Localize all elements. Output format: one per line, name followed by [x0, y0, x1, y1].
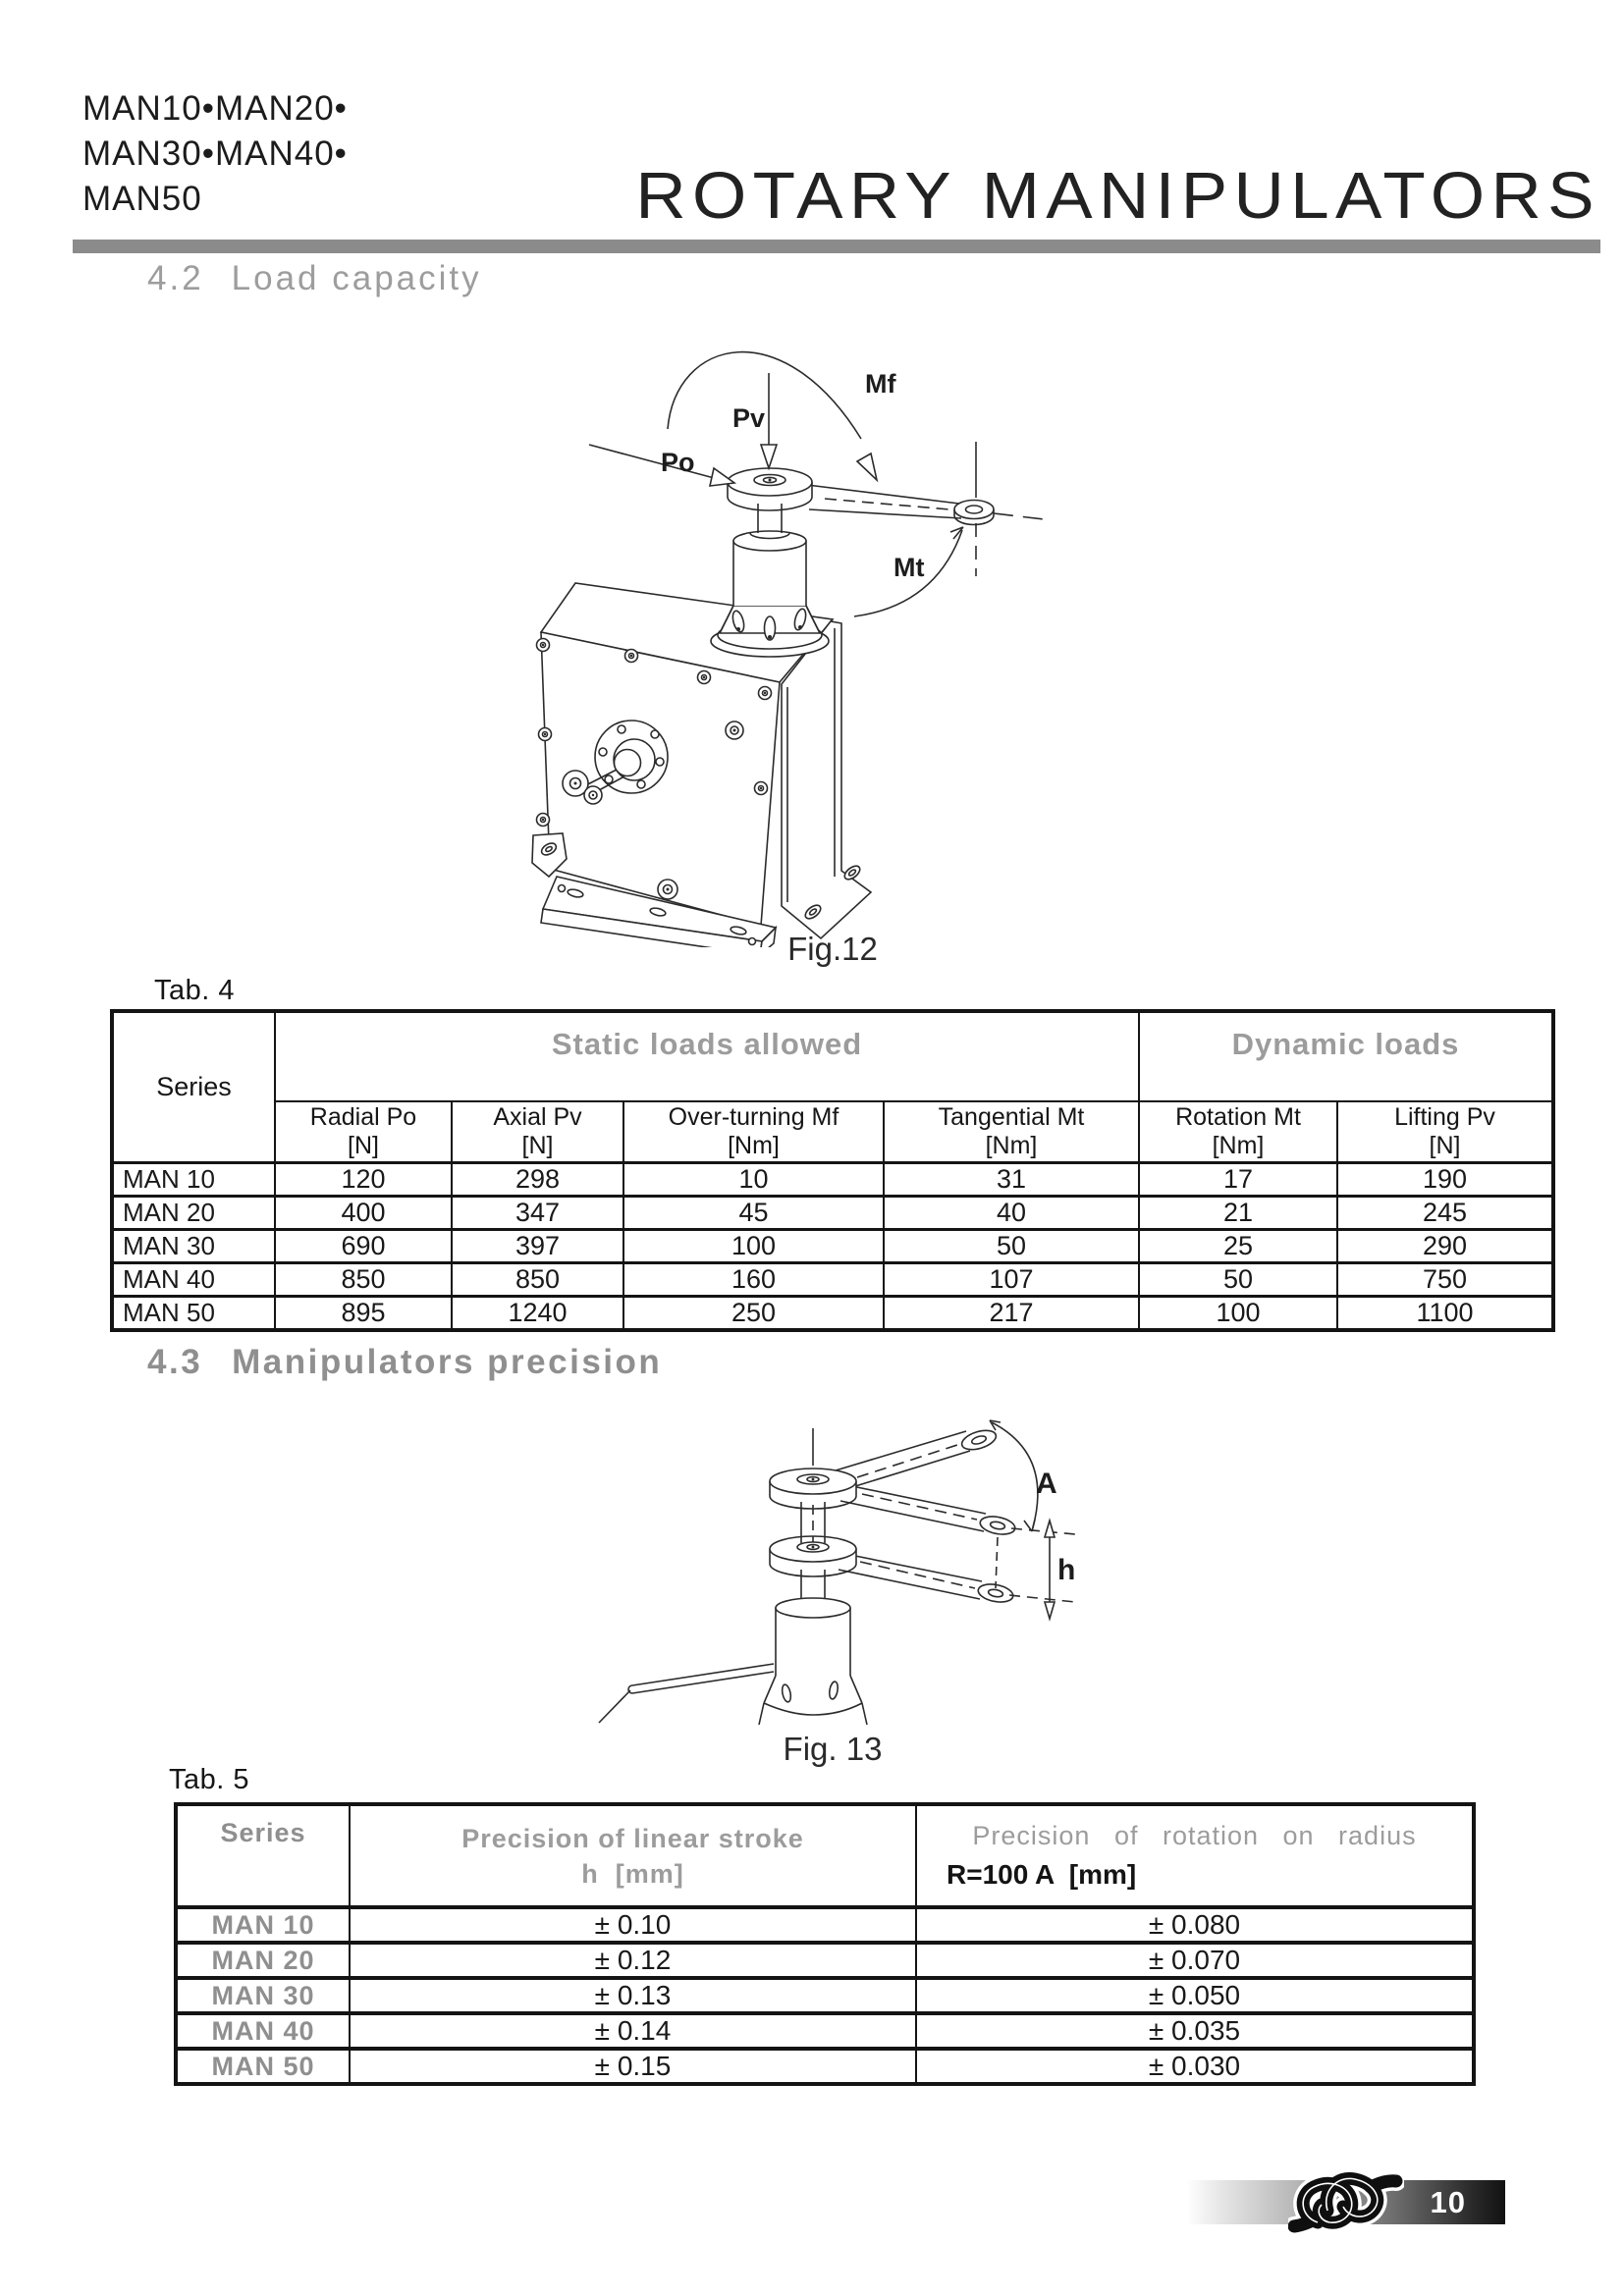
angle-label: A	[1036, 1468, 1057, 1500]
figure-12-load-diagram	[515, 290, 1193, 947]
table-row-man10: MAN 10 ± 0.10 ± 0.080	[176, 1907, 1474, 1943]
rotary-column	[711, 504, 829, 657]
fig13-drawing	[574, 1399, 1095, 1737]
series-header: Series	[176, 1804, 350, 1907]
table-row-man40: MAN 40 850 850 160 107 50 750	[112, 1262, 1553, 1296]
static-loads-group-header: Static loads allowed	[275, 1011, 1139, 1101]
table-row-man30: MAN 30 ± 0.13 ± 0.050	[176, 1978, 1474, 2013]
header-divider-bar	[73, 240, 1600, 253]
table-5-label: Tab. 5	[169, 1764, 249, 1795]
section-number: 4.2	[147, 259, 204, 297]
col-header-radial: Radial Po [N]	[275, 1101, 452, 1162]
col-header-rotation: Rotation Mt [Nm]	[1139, 1101, 1337, 1162]
section-heading-load-capacity	[147, 259, 482, 298]
angle-arc	[992, 1422, 1038, 1527]
po-label: Po	[661, 448, 695, 477]
section-number: 4.3	[147, 1343, 203, 1381]
mt-label: Mt	[893, 553, 925, 582]
table-row	[112, 1101, 1553, 1162]
page-number: 10	[1430, 2185, 1466, 2219]
col-header-tangential: Tangential Mt [Nm]	[884, 1101, 1139, 1162]
table-row-man20: MAN 20 400 347 45 40 21 245	[112, 1196, 1553, 1229]
table-4-label: Tab. 4	[154, 975, 235, 1006]
table-row-man10: MAN 10 120 298 10 31 17 190	[112, 1162, 1553, 1196]
figure-12-caption: Fig.12	[787, 931, 878, 967]
lower-arm	[770, 1536, 1014, 1605]
upper-arms	[770, 1427, 1016, 1543]
mf-label: Mf	[865, 369, 896, 399]
series-header: Series	[112, 1011, 275, 1162]
fig12-drawing	[515, 290, 1193, 947]
arm-assembly	[728, 468, 994, 525]
model-list-line2: MAN30•MAN40•	[82, 134, 348, 173]
load-arrows	[589, 352, 1044, 616]
side-rod	[599, 1664, 774, 1723]
table-row	[112, 1011, 1553, 1101]
figure-13-caption: Fig. 13	[783, 1731, 883, 1767]
col-header-lifting: Lifting Pv [N]	[1337, 1101, 1553, 1162]
po-arrow-line	[589, 445, 718, 479]
height-label: h	[1057, 1554, 1076, 1586]
table-row-man50: MAN 50 895 1240 250 217 100 1100	[112, 1296, 1553, 1330]
page-title: ROTARY MANIPULATORS	[635, 159, 1600, 233]
table-row-man50: MAN 50 ± 0.15 ± 0.030	[176, 2049, 1474, 2084]
mf-arrowhead	[857, 454, 877, 480]
table-row-man40: MAN 40 ± 0.14 ± 0.035	[176, 2013, 1474, 2049]
precision-table	[174, 1802, 1476, 2086]
section-title: Manipulators precision	[232, 1343, 663, 1381]
pv-label: Pv	[732, 403, 766, 433]
pv-arrowhead	[761, 445, 777, 468]
col-header-axial: Axial Pv [N]	[452, 1101, 623, 1162]
model-list-line1: MAN10•MAN20•	[82, 89, 348, 128]
section-heading-manipulators-precision	[147, 1343, 662, 1382]
figure-13-precision-diagram	[574, 1399, 1095, 1737]
dynamic-loads-group-header: Dynamic loads	[1139, 1011, 1553, 1101]
linear-stroke-header: Precision of linear stroke h [mm]	[350, 1804, 916, 1907]
col-header-overturning: Over-turning Mf [Nm]	[623, 1101, 884, 1162]
knot-logo-icon	[1288, 2156, 1404, 2244]
table-row-man30: MAN 30 690 397 100 50 25 290	[112, 1229, 1553, 1262]
model-list	[82, 86, 348, 222]
model-list-line3: MAN50	[82, 180, 202, 218]
load-capacity-table	[110, 1009, 1555, 1332]
table-row	[176, 1804, 1474, 1907]
table-row-man20: MAN 20 ± 0.12 ± 0.070	[176, 1943, 1474, 1978]
section-title: Load capacity	[231, 259, 482, 297]
rotation-precision-header: Precision of rotation on radius R=100 A [mm]	[916, 1804, 1474, 1907]
